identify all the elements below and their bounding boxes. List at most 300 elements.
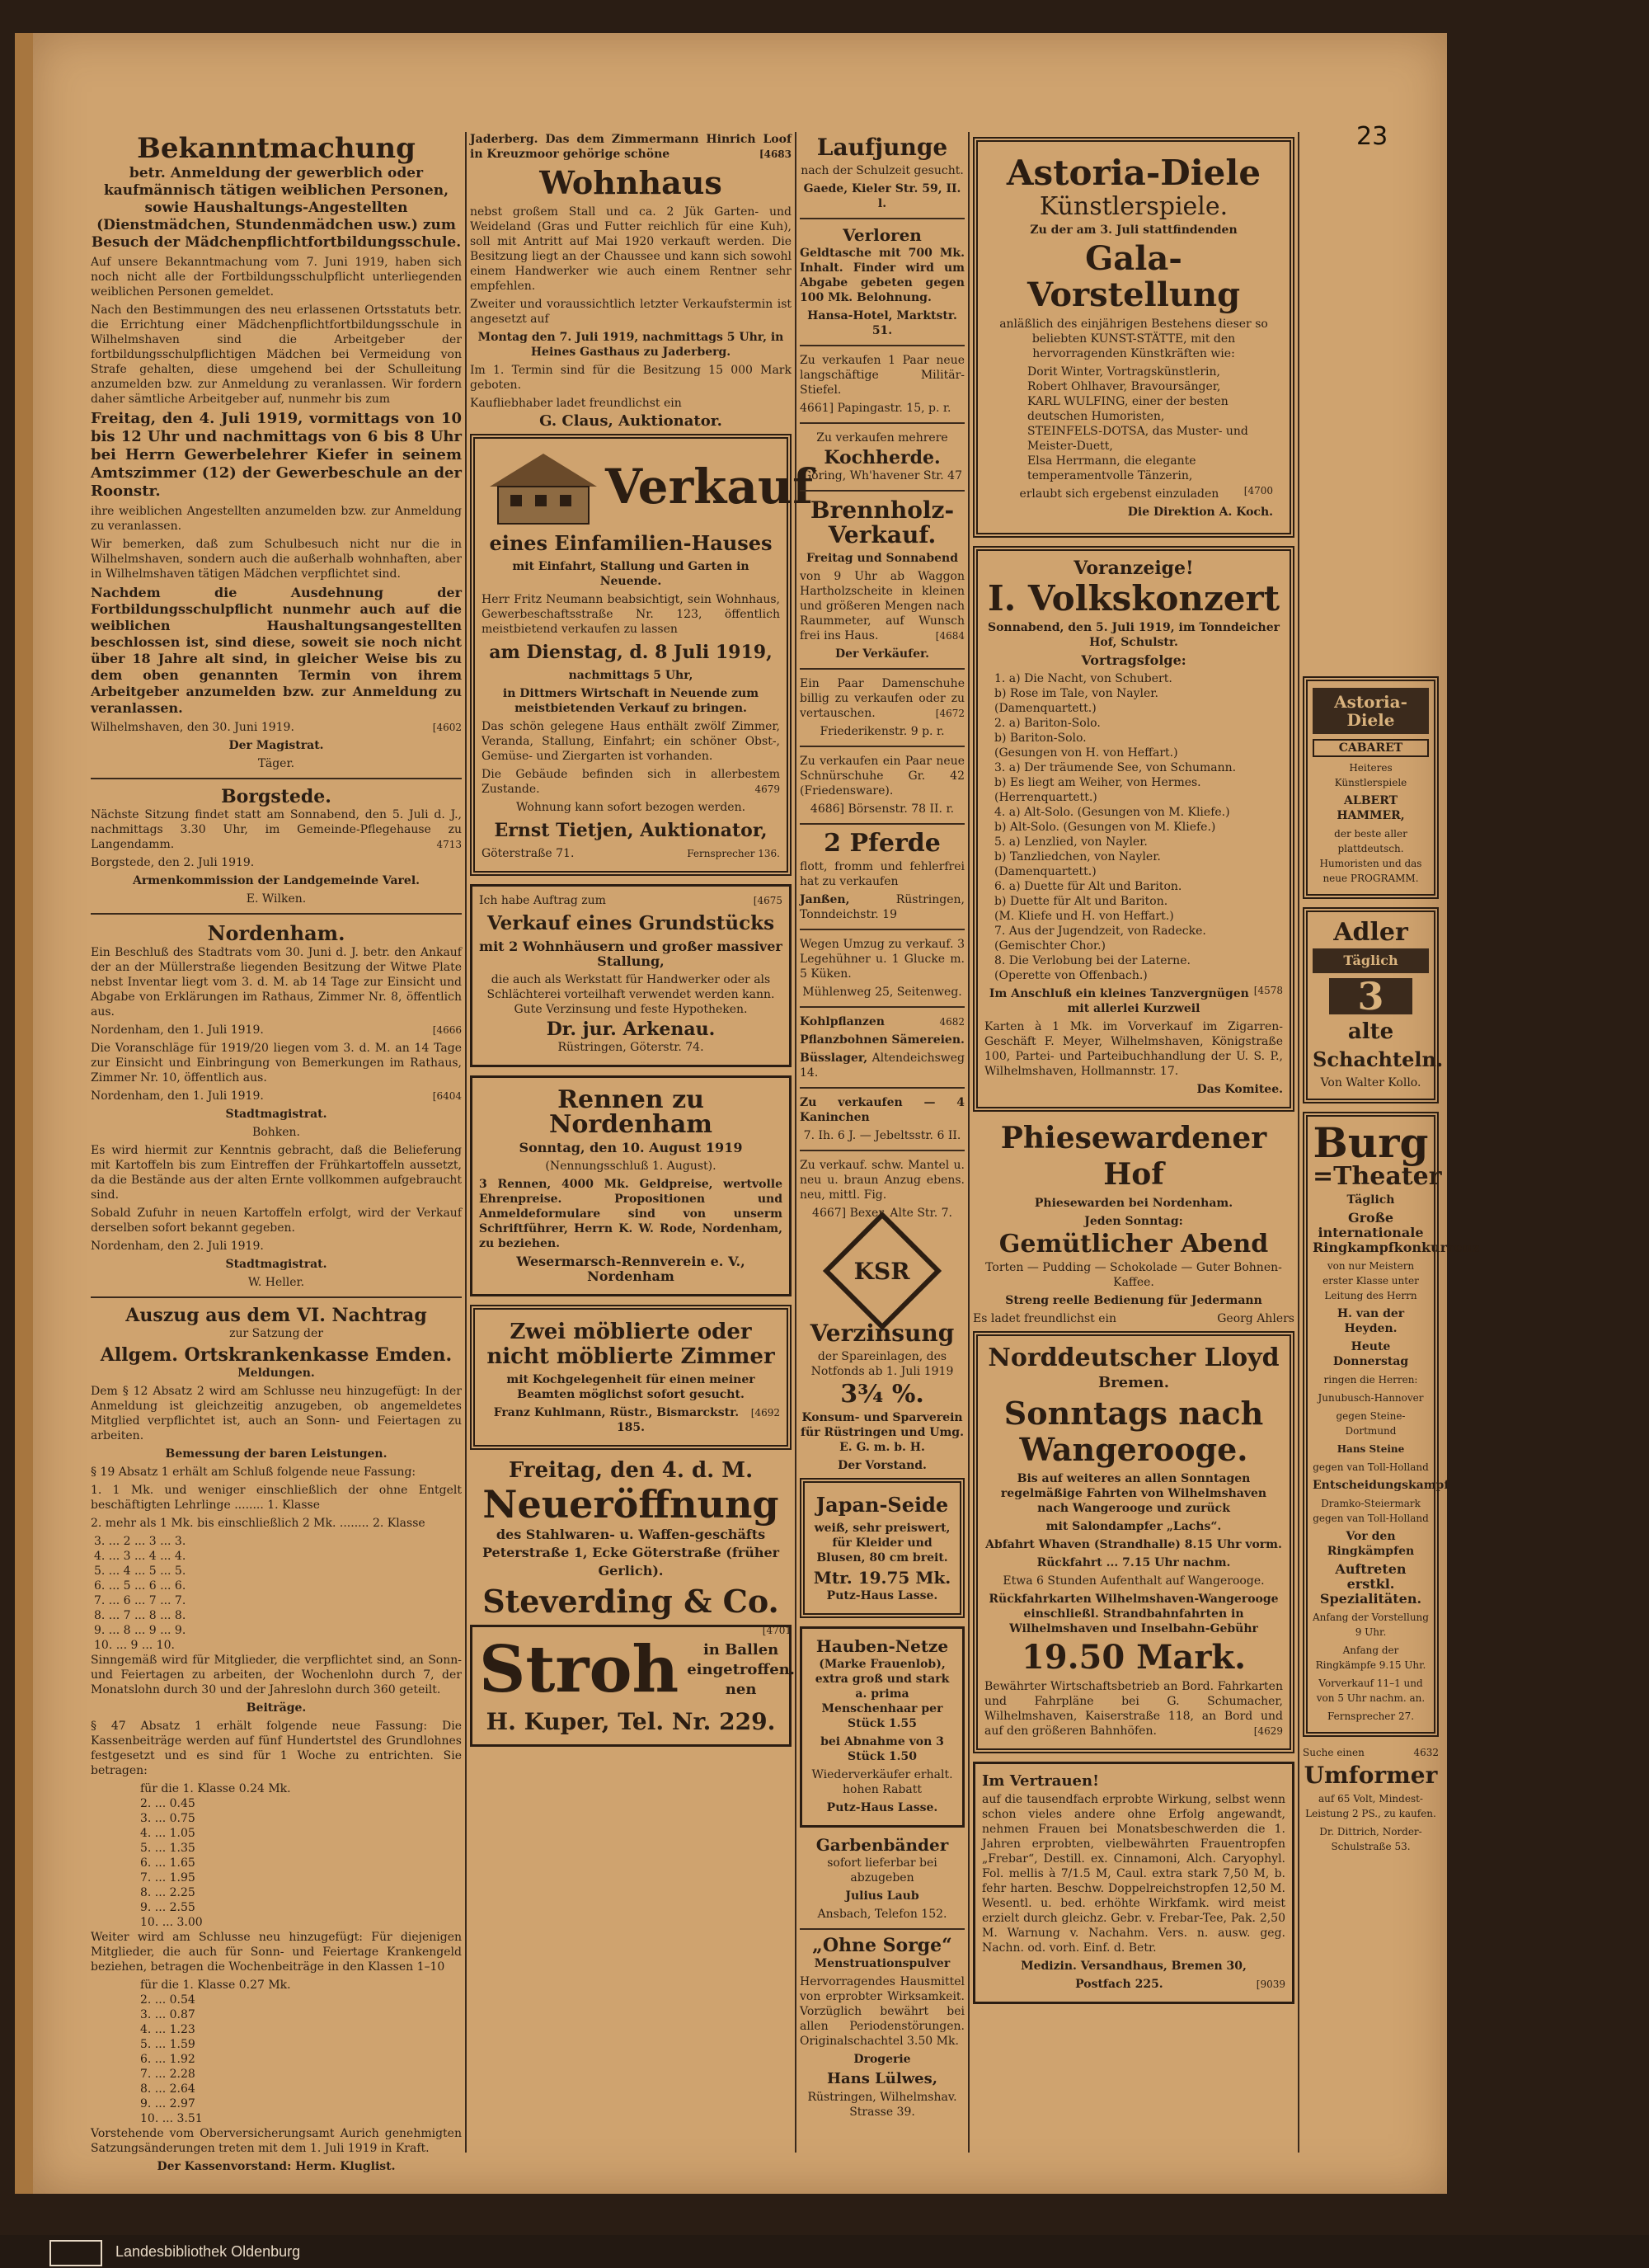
ad-text: anläßlich des einjährigen Bestehens dieser so beliebten KUNST-STÄTTE, mit den hervorragenden Künstkräften wie: [999,318,1268,360]
column-5 [1303,132,1480,2161]
ad-text: auf die tausendfach erprobte Wirkung, selbst wenn schon vieles andere ohne Erfolg angewandt, nehmen Frauen bei Monatsbeschwerden die 1. Jahren erprobten, vielbewährten Frauentropfen „Frebar“, Destill. ex. Cinnamoni, Alch. Caryophyl. Fol. mellis à 7/1.5 M, Caul. extra stark 7,50 M, b. fehr harten. Beschw. Doppelreichstropfen 12,50 M. Wesentl. u. bed. erhöhte Wirkfamk. wird meist erzielt durch gleichz. Gebr. v. Frebar-Tee, Pak. 2,50 M. Warnung v. Nachahm. Vers. n. ausw. geg. Nachn. od. vorh. Einf. d. Betr. [982,1793,1285,1955]
notice-text: Nach den Bestimmungen des neu erlassenen Ortsstatuts betr. die Errichtung einer Mädchenpflichtfortbildungsschule in Wilhelmshaven sind die Arbeitgeber der fortbildungsschulpflichtigen Mädchen bei Vermeidung von Strafe gehalten, diese umgehend bei der Schulleitung anzumelden bzw. zur Anmeldung zu veranlassen. Wir fordern daher sämtliche Arbeitgeber auf, nunmehr bis zum [91,303,462,406]
footer-bar [0,2235,1649,2268]
divider [800,345,965,346]
column-3 [800,132,965,2161]
ad-text: weiß, sehr preiswert, für Kleider und Blusen, 80 cm breit. [814,1522,951,1565]
list-item: 10. ... 3.51 [140,2112,203,2125]
emblem-letters: KSR [854,1257,910,1285]
ad-title: I. Volkskonzert [987,578,1280,619]
ad-text: Zu verkaufen ein Paar neue Schnürschuhe Gr. 42 (Friedensware). [800,755,965,798]
ad-title: „Ohne Sorge“ [812,1935,952,1956]
ad-text: flott, fromm und fehlerfrei hat zu verkaufen [800,860,965,888]
list-item: 5. ... 4 ... 5 ... 5. [94,1565,186,1578]
notice-text: ihre weiblichen Angestellten anzumelden bzw. zur Anmeldung zu veranlassen. [91,505,462,533]
list-item: 5. ... 1.35 [140,1842,195,1855]
ad-author: Von Walter Kollo. [1320,1076,1421,1089]
ad-text: Kaufliebhaber ladet freundlichst ein [470,397,682,410]
ad-event: Gemütlicher Abend [998,1230,1269,1259]
notice-date: Nordenham, den 2. Juli 1919. [91,1240,264,1253]
ad-text: Anfang der Ringkämpfe 9.15 Uhr. [1315,1645,1426,1671]
list-item: gegen Steine-Dortmund [1336,1410,1406,1437]
list-item: 9. ... 8 ... 9 ... 9. [94,1624,186,1637]
ad-text: Das schön gelegene Haus enthält zwölf Zimmer, Veranda, Stallung, Einfahrt; ein schöner Obst-, Gemüse- und Ziergarten ist vorhanden. [482,720,780,763]
japanseide-ad [800,1478,965,1618]
list-item: 8. ... 2.64 [140,2082,195,2096]
page-number: 23 [1356,122,1388,151]
notice-title: Borgstede. [221,786,331,807]
column-2 [470,132,814,2161]
ad-heading: Drogerie [853,2053,911,2066]
notice-signer-name: E. Wilken. [246,892,307,906]
ad-title: Kochherde. [824,447,941,468]
ad-title: Verkauf eines Grundstücks [486,912,775,934]
list-item: 4. ... 1.23 [140,2023,195,2036]
bekanntmachung-notice [91,132,462,771]
verkauf-ad [470,434,814,876]
ad-text: Auftreten erstkl. Spezialitäten. [1319,1561,1422,1607]
notice-signer: Der Kassenvorstand: Herm. Kluglist. [157,2160,396,2173]
ad-signer: Dr. jur. Arkenau. [546,1019,716,1040]
notice-text: 1. 1 Mk. und weniger einschließlich der ohne Entgelt beschäftigten Lehrlinge ........ 1. Klasse [91,1484,462,1512]
ad-signer: Büsslager, [800,1052,868,1065]
ad-ref: [4683 [759,148,792,160]
ad-text: von 9 Uhr ab Waggon Hartholzscheite in kleinen und größeren Mengen nach Raummeter, auf Wunsch frei ins Haus. [800,570,965,642]
ad-ref: 4632 [1413,1747,1439,1758]
notice-text: Die Voranschläge für 1919/20 liegen vom 3. d. M. an 14 Tage zur Einsicht und Einbringung von Bemerkungen im Rathaus, Zimmer Nr. 10, öffentlich aus. [91,1042,462,1085]
ad-address: Göterstraße 71. [482,847,575,860]
ad-title: Zwei möblierte oder nicht möblierte Zimmer [486,1320,775,1369]
notice-signer-name: W. Heller. [247,1276,305,1289]
ad-text: Herr Fritz Neumann beabsichtigt, sein Wohnhaus, Gewerbeschaftsstraße Nr. 123, öffentlich meistbietend verkaufen zu lassen [482,593,780,636]
list-item: 8. ... 7 ... 8 ... 8. [94,1609,186,1622]
book-binding-edge [15,33,33,2194]
list-item: 3. ... 2 ... 3 ... 3. [94,1535,186,1548]
adler-ad [1303,907,1444,1103]
list-item: Junubusch-Hannover [1318,1392,1424,1404]
ad-text: in Dittmers Wirtschaft in Neuende zum meistbietenden Verkauf zu bringen. [502,687,759,715]
ad-ref: [4700 [1243,485,1273,496]
notice-signer: Armenkommission der Landgemeinde Varel. [132,874,420,887]
grundstueck-ad [470,884,792,1067]
notice-signer: Der Magistrat. [228,739,324,752]
list-item: Elsa Herrmann, die elegante temperamentvolle Tänzerin, [1027,454,1196,482]
library-logo-icon [49,2240,102,2266]
ad-ref: 4682 [939,1016,965,1028]
column-1 [91,132,462,2173]
notice-text: § 47 Absatz 1 erhält folgende neue Fassung: Die Kassenbeiträge werden auf fünf Hundertstel des Grundlohnes festgesetzt und es sind für 1 Woche zu entrichten. Sie betragen: [91,1720,462,1777]
ad-signer: Ernst Tietjen, Auktionator, [494,820,768,841]
notice-text: § 19 Absatz 1 erhält am Schluß folgende neue Fassung: [91,1466,416,1479]
ad-text: (Marke Frauenlob), extra groß und stark a. prima Menschenhaar per Stück 1.55 [815,1658,950,1730]
list-item: 5. a) Lenzlied, von Nayler. [994,835,1148,849]
ad-ref: [4578 [1253,985,1283,996]
list-item: 4. a) Alt-Solo. (Gesungen von M. Kliefe.) [994,806,1230,819]
ad-heading: Vortragsfolge: [1081,652,1186,668]
phiesewarden-ad [973,1120,1294,1326]
ad-text: Abfahrt Whaven (Strandhalle) 8.15 Uhr vorm. [985,1538,1282,1551]
stroh-ad [470,1625,796,1747]
notice-text: Nächste Sitzung findet statt am Sonnabend, den 5. Juli d. J., nachmittags 3.30 Uhr, im Gemeinde-Pflegehause zu Langendamm. [91,808,462,851]
list-item: 3. ... 0.87 [140,2008,195,2021]
notice-org: Allgem. Ortskrankenkasse Emden. [100,1344,453,1366]
ad-title: Burg [1313,1118,1429,1167]
list-item: 2. ... 0.45 [140,1797,195,1810]
list-item: 6. a) Duette für Alt und Bariton. [994,880,1182,893]
ad-date: Freitag, den 4. d. M. [508,1458,754,1483]
divider [800,1150,965,1151]
ad-signer: Janßen, [800,893,850,906]
astoria-ad [973,137,1294,538]
ad-city: Bremen. [1097,1374,1169,1391]
list-item: 5. ... 1.59 [140,2038,195,2051]
notice-signer-name: Täger. [257,757,295,770]
ad-title: 2 Pferde [824,829,941,858]
ad-text: Anfang der Vorstellung 9 Uhr. [1313,1612,1429,1638]
divider [800,823,965,825]
ad-text: Ich habe Auftrag zum [479,894,606,907]
ad-heading: CABARET [1313,739,1429,757]
ad-title: Norddeutscher Lloyd [988,1343,1280,1372]
ad-ref: [4701 [762,1625,792,1636]
ad-title: Garbenbänder [815,1835,949,1855]
list-item: 8. Die Verlobung bei der Laterne. [994,954,1191,967]
divider [800,668,965,670]
burg-theater-ad [1303,1112,1480,1737]
notice-text: Auf unsere Bekanntmachung vom 7. Juni 1919, haben sich noch nicht alle der Fortbildungsschulpflicht unterliegenden weiblichen Personen gemeldet. [91,256,462,299]
list-item: Dorit Winter, Vortragskünstlerin, [1027,365,1220,379]
ad-sub: eingetroffen. [687,1661,796,1678]
notice-text: Wir bemerken, daß zum Schulbesuch nicht nur die in Wilhelmshaven, sondern auch die außerhalb wohnhaften, aber in Wilhelmshaven tätigen Mädchen verpflichtet sind. [91,538,462,581]
ad-text: Zu verkaufen mehrere [816,431,948,445]
list-item: 7. Aus der Jugendzeit, von Radecke. [994,925,1206,938]
list-item: für die 1. Klasse 0.24 Mk. [140,1782,291,1795]
list-item: 1. a) Die Nacht, von Schubert. [994,672,1172,685]
ad-signer: Die Direktion A. Koch. [1127,506,1273,519]
notice-date: Nordenham, den 1. Juli 1919. [91,1023,264,1037]
astoria-cabaret-ad [1303,676,1439,899]
nordenham-notice [91,921,462,1290]
ad-text: Heute Donnerstag [1332,1340,1409,1368]
divider [800,929,965,930]
ad-text: Zweiter und voraussichtlich letzter Verkaufstermin ist angesetzt auf [470,298,792,326]
ad-signer: Franz Kuhlmann, Rüstr., Bismarckstr. 185. [493,1406,740,1434]
divider [91,778,462,779]
ad-text: alte [1347,1019,1394,1044]
ad-headline: Sonntags nach Wangerooge. [1003,1395,1264,1468]
ad-title: Astoria-Diele [1006,153,1261,193]
ad-title: Hauben-Netze [815,1636,949,1656]
ad-signer: G. Claus, Auktionator. [539,412,722,430]
notice-text: Dem § 12 Absatz 2 wird am Schlusse neu hinzugefügt: In der Anmeldung ist gleichzeitig anzugeben, ob angemeldetes Mitglied verpflichtet ist, auch an Sonn- und Feiertagen zu arbeiten. [91,1385,462,1442]
ad-text: Rückfahrkarten Wilhelmshaven-Wangerooge einschließl. Strandbahnfahrten in Wilhelmshaven und Inselbahn-Gebühr [989,1593,1279,1635]
divider [800,1928,965,1930]
ad-text: Streng reelle Bedienung für Jedermann [1005,1294,1262,1307]
ad-text: Heiteres Künstlerspiele [1334,762,1407,788]
ad-text: Bewährter Wirtschaftsbetrieb an Bord. Fahrkarten und Fahrpläne bei G. Schumacher, Wilhelmshaven, Kaiserstraße 118, an Bord und auf den größeren Bahnhöfen. [984,1680,1283,1738]
divider [800,1087,965,1089]
ad-title: Rennen zu Nordenham [548,1085,713,1139]
list-item: STEINFELS-DOTSA, das Muster- und Meister-Duett, [1027,425,1248,453]
notice-text: Sinngemäß wird für Mitglieder, die verpflichtet sind, an Sonn- und Feiertagen zu arbeiten, der Wochenlohn durch 7, der Monatslohn durch 30 und der Jahreslohn durch 360 geteilt. [91,1654,462,1696]
ad-text: nach der Schulzeit gesucht. [801,164,964,177]
notice-subtitle: betr. Anmeldung der gewerblich oder kaufmännisch tätigen weiblichen Personen, sowie Haushaltungs-Angestellten (Dienstmädchen, Stundenmädchen usw.) zum Besuch der Mädchenpflichtfortbildungsschule. [91,165,462,251]
list-item: (Damenquartett.) [994,702,1097,715]
ad-text: Es ladet freundlichst ein [973,1312,1117,1325]
ad-signer: Steverding & Co. [482,1583,779,1620]
divider [800,746,965,747]
newspaper-page [33,33,1480,2194]
notice-date: Borgstede, den 2. Juli 1919. [91,856,255,869]
ad-title: Astoria-Diele [1313,688,1429,734]
notice-date: Wilhelmshaven, den 30. Juni 1919. [91,721,294,734]
ad-text: des Stahlwaren- u. Waffen-geschäfts Peterstraße 1, Ecke Göterstraße (früher Gerlich). [482,1527,780,1579]
ad-address: Altendeichsweg 14. [800,1052,965,1080]
list-item: 4. ... 3 ... 4 ... 4. [94,1550,186,1563]
ad-text: Bis auf weiteres an allen Sonntagen regelmäßige Fahrten von Wilhelmshaven nach Wangerooge und zurück [1000,1472,1267,1515]
ad-signer: ALBERT HAMMER, [1337,794,1405,822]
divider [91,1296,462,1298]
eroeffnung-ad [470,1458,792,1636]
ad-text: mit Kochgelegenheit für einen meiner Beamten möglichst sofort gesucht. [506,1373,755,1401]
ad-text: 3 Rennen, 4000 Mk. Geldpreise, wertvolle Ehrenpreise. Propositionen und Anmeldeformulare sind von unserm Schriftführer, Herrn K. W. Rode, Nordenham, zu beziehen. [479,1178,782,1250]
ad-signer: Georg Ahlers [1217,1312,1294,1325]
ad-text: Suche einen [1303,1747,1365,1758]
ad-phone: Fernsprecher 27. [1327,1710,1415,1722]
ad-text: Zu der am 3. Juli stattfindenden [1030,224,1238,237]
list-item: 9. ... 2.55 [140,1901,195,1914]
ad-date: am Dienstag, d. 8 Juli 1919, [489,642,773,663]
ad-signer: Der Vorstand. [838,1459,927,1472]
house-illustration [482,445,605,528]
notice-emphasis: Nachdem die Ausdehnung der Fortbildungsschulpflicht nunmehr auch auf die weiblichen Haushaltungsangestellten beschlossen ist, sind diese, soweit sie noch nicht über 18 Jahre alt sind, in gleicher Weise bis zu dem oben genannten Termin von ihrem Arbeitgeber anzumelden bzw. zur Anmeldung zu veranlassen. [91,585,462,716]
ad-text: Zu verkaufen 1 Paar neue langschäftige Militär-Stiefel. [800,354,965,397]
krankenkasse-notice [91,1305,462,2174]
list-item: gegen van Toll-Holland [1313,1461,1429,1473]
list-item: 6. ... 1.92 [140,2053,195,2066]
list-item: Robert Ohlhaver, Bravoursänger, [1027,380,1221,393]
ad-title: Verloren [843,225,922,245]
notice-text: Ein Beschluß des Stadtrats vom 30. Juni d. J. betr. den Ankauf der an der Müllerstraße liegenden Besitzung der Witwe Plate nebst Inventar liegt vom 3. d. M. ab 14 Tage zur Einsicht und Abgabe von Erklärungen im Rathaus, Zimmer Nr. 8, öffentlich aus. [91,946,462,1019]
section-heading: Bemessung der baren Leistungen. [165,1447,388,1461]
ad-text: auf 65 Volt, Mindest-Leistung 2 PS., zu kaufen. [1305,1793,1436,1819]
ad-event: Gala-Vorstellung [1027,239,1241,314]
column-4 [973,132,1294,2161]
list-item: 3. a) Der träumende See, von Schumann. [994,761,1237,774]
class-list [91,1534,462,1653]
fee-list [91,1781,462,1930]
ad-title: Brennholz-Verkauf. [810,496,955,548]
ad-text: Ein Paar Damenschuhe billig zu verkaufen oder zu vertauschen. [800,677,965,720]
ad-signer: H. Kuper, Tel. Nr. 229. [486,1708,776,1735]
ad-text: sofort lieferbar bei abzugeben [827,1856,937,1885]
ad-address: 4667] Bexer, Alte Str. 7. [812,1207,952,1220]
ad-text: Geldtasche mit 700 Mk. Inhalt. Finder wird um Abgabe gebeten gegen 100 Mk. Belohnung. [800,247,965,304]
notice-text: Vorstehende vom Oberversicherungsamt Aurich genehmigten Satzungsänderungen treten mit dem 1. Juli 1919 in Kraft. [91,2127,462,2155]
ad-text: mit Salondampfer „Lachs“. [1045,1520,1222,1533]
ad-text: Zu verkauf. schw. Mantel u. neu u. braun Anzug ebens. neu, mittl. Fig. [800,1159,965,1202]
ad-title: Stroh [479,1632,679,1707]
library-name: Landesbibliothek Oldenburg [115,2243,301,2260]
ad-pre: Voranzeige! [1073,558,1194,579]
ad-subtitle: eines Einfamilien-Hauses [489,531,773,555]
ad-signer: Medizin. Versandhaus, Bremen 30, [1021,1960,1247,1973]
notice-signer: Stadtmagistrat. [225,1108,327,1121]
ad-text: Jaderberg. Das dem Zimmermann Hinrich Loof in Kreuzmoor gehörige schöne [470,133,792,161]
notice-text: 2. mehr als 1 Mk. bis einschließlich 2 Mk. ........ 2. Klasse [91,1517,425,1530]
ad-text: Wegen Umzug zu verkauf. 3 Legehühner u. 1 Glucke m. 5 Küken. [800,938,965,981]
ad-address: 4686] Börsenstr. 78 II. r. [810,802,955,816]
ad-text: Jeden Sonntag: [1084,1215,1183,1228]
list-item: (Operette von Offenbach.) [994,969,1148,982]
notice-title: Bekanntmachung [137,132,416,165]
column-rule [465,132,467,2153]
ad-signer: Julius Laub [845,1889,919,1903]
ad-time: nachmittags 5 Uhr, [568,669,693,682]
notice-date-emphasis: Freitag, den 4. Juli 1919, vormittags von 10 bis 12 Uhr und nachmittags von 6 bis 8 Uhr bei Herrn Gewerbelehrer Kiefer in seinem Amtszimmer (12) der Gewerbeschule an der Roonstr. [91,410,462,500]
ad-text: von nur Meistern erster Klasse unter Leitung des Herrn [1322,1260,1419,1301]
notice-sub: zur Satzung der [229,1327,323,1340]
ad-text: mit 2 Wohnhäusern und großer massiver Stallung, [479,939,782,969]
section-heading: Beiträge. [246,1701,307,1715]
vertrauen-ad [973,1762,1294,2004]
ad-text: die auch als Werkstatt für Handwerker oder als Schlächterei vorteilhaft verwendet werden kann. Gute Verzinsung und feste Hypotheken. [486,973,775,1016]
notice-title: Nordenham. [207,921,345,945]
notice-signer: Stadtmagistrat. [225,1258,327,1271]
ad-signer: Der Verkäufer. [834,647,929,661]
ad-shop: Putz-Haus Lasse. [826,1589,938,1602]
ad-text: erlaubt sich ergebenst einzuladen [1019,487,1219,501]
ad-text: Täglich [1346,1193,1395,1207]
ad-subtitle: =Theater [1313,1162,1442,1191]
list-item: KARL WULFING, einer der besten deutschen Humoristen, [1027,395,1229,423]
list-item: 9. ... 2.97 [140,2097,195,2110]
notice-ref: [4666 [432,1024,462,1036]
interest-rate: 3¾ %. [840,1380,924,1409]
notice-ref: 4713 [436,839,462,850]
ad-text: Wiederverkäufer erhalt. hohen Rabatt [811,1768,953,1796]
list-item: 6. ... 1.65 [140,1856,195,1870]
ad-title: Neueröffnung [482,1482,779,1527]
ad-address: Göring, Wh'havener Str. 47 [801,469,962,482]
ad-title: Wohnhaus [539,164,722,201]
ad-signer: Dr. Dittrich, Norder-Schulstraße 53. [1319,1826,1422,1852]
notice-text: Es wird hiermit zur Kenntnis gebracht, daß die Belieferung mit Kartoffeln bis zum Eintreffen der Frühkartoffeln aussetzt, da die Bestände aus der alten Ernte vollkommen aufgebraucht sind. [91,1144,462,1202]
list-item: (Damenquartett.) [994,865,1097,878]
notice-text: Sobald Zufuhr in neuen Kartoffeln erfolgt, wird der Verkauf derselben sofort bekannt gegeben. [91,1207,462,1235]
ad-text: Zu verkaufen — 4 Kaninchen [800,1096,965,1124]
ad-signer: H. van der Heyden. [1337,1307,1405,1335]
notice-title: Auszug aus dem VI. Nachtrag [125,1305,427,1326]
ad-date: Montag den 7. Juli 1919, nachmittags 5 Uhr, in Heines Gasthaus zu Jaderberg. [477,331,784,359]
ad-text: Entscheidungskampf [1313,1479,1449,1492]
column-rule [795,132,796,2153]
list-item: (Herrenquartett.) [994,791,1097,804]
ad-text: Täglich [1313,948,1429,973]
ad-date: Sonntag, den 10. August 1919 [519,1140,743,1155]
ad-ref: [4684 [935,630,965,642]
notice-ref: [4602 [432,722,462,733]
divider [800,490,965,492]
artist-list [994,365,1273,483]
ad-sub: Phiesewarden bei Nordenham. [1034,1197,1233,1210]
list-item: 3. ... 0.75 [140,1812,195,1825]
ad-date: Freitag und Sonnabend [806,552,959,565]
ad-text: Vorverkauf 11–1 und von 5 Uhr nachm. an. [1316,1677,1426,1704]
ad-sub: Menstruationspulver [814,1957,951,1970]
list-item: b) Bariton-Solo. [994,732,1087,745]
ad-text: Große internationale Ringkampfkonkurrenz [1313,1210,1480,1255]
ad-address: Mühlenweg 25, Seitenweg. [802,986,962,999]
list-item: 6. ... 5 ... 6 ... 6. [94,1579,186,1593]
ad-sub: nen [725,1681,757,1698]
fee-list [91,1978,462,2126]
list-item: 7. ... 2.28 [140,2068,195,2081]
list-item: 7. ... 6 ... 7 ... 7. [94,1594,186,1607]
ad-show: Schachteln. [1313,1047,1444,1071]
notice-text: Weiter wird am Schlusse neu hinzugefügt: Für diejenigen Mitglieder, die auch für Sonn- und Feiertage Krankengeld beziehen, betragen die Wochenbeiträge in den Klassen 1–10 [91,1931,462,1974]
ad-sub: (Nennungsschluß 1. August). [545,1160,716,1173]
section-heading: Meldungen. [237,1367,315,1380]
list-item: (Gemischter Chor.) [994,939,1106,953]
ad-address: Hansa-Hotel, Marktstr. 51. [807,309,957,337]
notice-ref: [6404 [432,1090,462,1102]
ad-text: Die Gebäude befinden sich in allerbestem Zustande. [482,768,780,796]
list-item: 7. ... 1.95 [140,1871,195,1885]
list-item: 2. ... 0.54 [140,1993,195,2007]
ad-address: 7. Ih. 6 J. — Jebeltsstr. 6 II. [803,1129,961,1142]
program-list [984,671,1283,983]
ad-text: der Spareinlagen, des Notfonds ab 1. Juli 1919 [810,1350,954,1378]
ad-title: Im Vertrauen! [982,1772,1099,1790]
ad-ref: 4679 [754,783,780,795]
ad-text: Etwa 6 Stunden Aufenthalt auf Wangerooge. [1003,1574,1265,1588]
ad-title: Verzinsung [810,1320,955,1347]
rennen-ad [470,1075,792,1296]
divider [800,1006,965,1008]
ad-address: Friederikenstr. 9 p. r. [820,725,945,738]
list-item: 4. ... 1.05 [140,1827,195,1840]
ad-shop: Putz-Haus Lasse. [826,1801,938,1814]
ad-org: Konsum- und Sparverein für Rüstringen und Umg. E. G. m. b. H. [801,1411,964,1454]
haubennetze-ad [800,1626,965,1828]
ad-subtitle: Künstlerspiele. [1039,192,1229,221]
ad-text: Im Anschluß ein kleines Tanzvergnügen mit allerlei Kurzweil [989,987,1249,1015]
ad-org: Wesermarsch-Rennverein e. V., Nordenham [516,1254,745,1284]
ad-ref: [4692 [750,1407,780,1419]
lloyd-ad [973,1331,1294,1753]
ad-text: Wohnung kann sofort bezogen werden. [515,801,746,814]
ad-signer: Hans Lülwes, [826,2070,938,2087]
ad-signer: Das Komitee. [1196,1083,1283,1096]
ad-text: Vor den Ringkämpfen [1327,1530,1415,1558]
ad-address: Postfach 225. [1075,1978,1163,1991]
ad-ref: [4629 [1253,1725,1283,1737]
list-item: b) Duette für Alt und Bariton. [994,895,1168,908]
ad-price: Mtr. 19.75 Mk. [813,1568,951,1588]
zimmer-ad [470,1305,792,1450]
ad-address: Rüstringen, Göterstr. 74. [557,1041,704,1054]
list-item: (M. Kliefe und H. von Heffart.) [994,910,1174,923]
divider [800,422,965,424]
list-item: für die 1. Klasse 0.27 Mk. [140,1979,291,1992]
ad-text: mit Einfahrt, Stallung und Garten in Neuende. [512,560,749,588]
ad-text: bei Abnahme von 3 Stück 1.50 [820,1735,944,1763]
ad-price: 19.50 Mark. [1021,1638,1247,1677]
ad-text: Pflanzbohnen Sämereien. [800,1033,965,1047]
ad-address: Ansbach, Telefon 152. [817,1908,947,1921]
list-item: 10. ... 9 ... 10. [94,1639,175,1652]
